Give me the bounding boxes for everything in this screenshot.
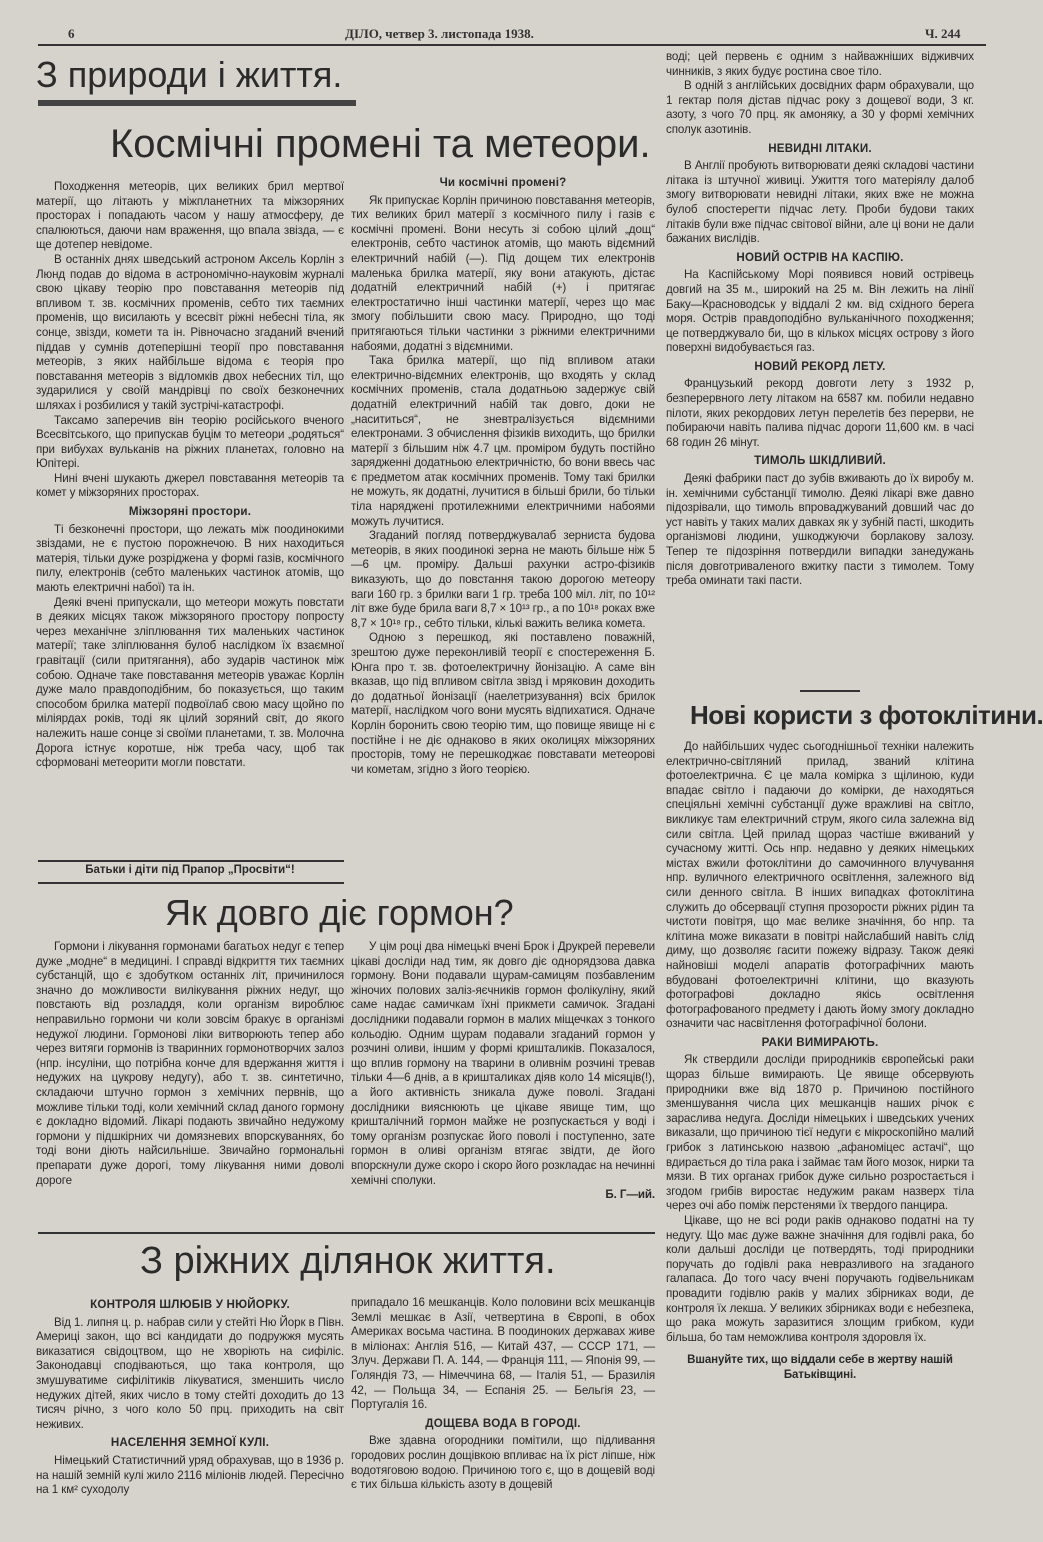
hormone-column-1 bbox=[36, 940, 344, 1230]
divider bbox=[38, 1232, 655, 1234]
slogan-prosvita: Батьки і діти під Прапор „Просвіти“! bbox=[85, 864, 295, 876]
paragraph: воді; цей первень є одним з найважніших відживчих чинників, з яких будує ростина свое тіло. bbox=[666, 50, 974, 78]
article-title-various: З ріжних ділянок життя. bbox=[140, 1240, 556, 1282]
paragraph: Ті безконечні простори, що лежать між поодинокими звіздами, не є пустою порожнечою. В них находиться матерія, тільки дуже розріджена у формі газів, космічного пилу, електронів (себто маленьких частинок атомів, що мають електричні набої) та ін. bbox=[36, 522, 344, 595]
paragraph: В Англії пробують витворювати деякі складові частини літака із штучної живиці. Ужиття того матеріялу далоб змогу витворювати невидні літаки, яких вже не можна булоб спостерегти підчас лету. Проби будови таких літаків були вже підчас світової війни, але ці вони не дали бажаних вислідів. bbox=[666, 159, 974, 246]
subheading: Міжзоряні простори. bbox=[128, 505, 252, 519]
paragraph: Нині вчені шукають джерел повставання метеорів та комет у міжзоряних просторах. bbox=[36, 471, 344, 500]
various-column-1 bbox=[36, 1294, 344, 1524]
subheading: КОНТРОЛЯ ШЛЮБІВ У НЮЙОРКУ. bbox=[90, 1298, 290, 1311]
subheading: НОВИЙ РЕКОРД ЛЕТУ. bbox=[754, 359, 886, 373]
paragraph: Згаданий погляд потверджувалаб зерниста будова метеорів, в яких поодинокі зерна не мають більше ніж 5—6 цм. проміру. Дальші рахунки астро-фізиків виказують, що до повстання такою дорогою метеору ваги 160 гр. з брилки ваги 1 гр. треба 100 міл. літ, по 10¹² літ вже буде брила ваги 8,7 × 10¹³ гр., а по 10¹⁸ роках вже 8,7 × 10¹⁸ гр., себто тільки, кількі важить велика комета. bbox=[351, 529, 655, 630]
subheading: НЕВИДНІ ЛІТАКИ. bbox=[768, 141, 872, 155]
article-title-photocell: Нові користи з фотоклітини. bbox=[690, 700, 1043, 730]
article-title-hormone: Як довго діє гормон? bbox=[165, 892, 514, 933]
subheading: НОВИЙ ОСТРІВ НА КАСПІЮ. bbox=[736, 250, 904, 264]
paragraph: Деякі вчені припускали, що метеори можуть повстати в деяких місцях також міжзоряного простору попросту через механічне зліплювання тих маленьких частинок матерії; таке зліплювання булоб наслідком їх взаємної гравітації (сили притягання), або зударів частинок між собою. Одначе таке повставання метеорів уважає Корлін дуже мало правдоподібним, бо показується, що таким способом брилка матерії подвоїлаб свою масу щойно по міліярдах років, тоді як цілий зоряний світ, до якого належить наше сонце зі своїми планетами, т. зв. Молочна Дорога істнує коротше, ніж треба часу, щоб так сформовані метеорити могли повстати. bbox=[36, 595, 344, 770]
divider bbox=[38, 882, 344, 884]
subheading: НАСЕЛЕННЯ ЗЕМНОЇ КУЛІ. bbox=[110, 1436, 270, 1450]
paragraph: припадало 16 мешканців. Коло половини всіх мешканців Землі мешкає в Азії, четвертина в Європі, в обох Америках восьма частина. В поодиноких державах живе в міліонах: Англія 516, — Китай 437, — СССР 171, — Злуч. Держави П. А. 144, — Франція 111, — Японія 99, — Голяндія 73, — Німеччина 68, — Італія 51, — Бразилія 42, — Польща 34, — Еспанія 25. — Бельгія 23, — Португалія 16. bbox=[351, 1296, 655, 1412]
paragraph: Гормони і лікування гормонами багатьох недуг є тепер дуже „модне“ в медицині. І справді відкриття тих таємних субстанцій, що є здобутком останніх літ, причинилося значно до можливости вилікування ріжних недуг, що повстають від розладдя, коли організм вироблює неправильно гормони чи коли зовсім бракує в організмі недужої людини. Гормонові ліки витворюють тепер або через витяги гормонів із тваринних гормонотворчих залоз (нпр. інсуліни, що потрібна конче для вдержання життя і недужих на цукрову недугу), або т. зв. синтетично, складаючи штучно гормон з хемічних первнів, що можливе тільки тоді, коли хемічний склад даного гормону є докладно відомий. Лікарі подають звичайно недужому гормони у підшкірних чи домязневих впорскуваннях, бо тоді вони діють найсильніше. Звичайно гормональні препарати дуже дорогі, тому лікування ними доволі дороге bbox=[36, 940, 344, 1187]
subheading: ДОЩЕВА ВОДА В ГОРОДІ. bbox=[425, 1416, 581, 1430]
cosmic-column-1 bbox=[36, 180, 344, 860]
subheading: РАКИ ВИМИРАЮТЬ. bbox=[761, 1035, 879, 1049]
section-title: З природи і життя. bbox=[36, 54, 343, 95]
issue-number: Ч. 244 bbox=[925, 26, 961, 41]
paragraph: Така брилка матерії, що під впливом атаки електрично-відємних електронів, що входять у склад космічних променів, стала додатньою задержує свій додатній електричний набій так довго, доки не „насититься“, не зневтралізується відємними електронами. З обчислення фізиків виходить, що брилки матерії з більшим ніж 4.7 цм. проміром будуть постійно зарядженні додатньою електричністю, бо вони ввесь час є предметом атак космічних променів. Тому такі брилки не можуть, як додатні, лучитися в більші брили, бо тільки тіла наряджені протилежними електричними набоями можуть лучитися. bbox=[351, 354, 655, 528]
right-column-top bbox=[666, 50, 974, 690]
header-rule bbox=[38, 44, 986, 46]
divider bbox=[38, 860, 344, 862]
paragraph: Від 1. липня ц. р. набрав сили у стейті Ню Йорк в Півн. Америці закон, що всі кандидати до подружжя мусять виказатися свідоцтвом, що не хворіють на сифіліс. Законодавці сподіваються, що така контроля, що змушуватиме сифілітиків лікуватися, зменшить число недужих дітей, яких число в тому стейті доходить до 13 тисяч річно, з чого коло 50 прц. приходить на світ неживих. bbox=[36, 1315, 344, 1431]
slogan-homeland: Вшануйте тих, що віддали себе в жертву нашій Батьківщині. bbox=[687, 1354, 953, 1381]
paragraph: Французький рекорд довготи лету з 1932 р, безперервного лету літаком на 6587 км. побили недавно пілоти, яких рекордових летун перелетів без перерви, не побираючи навіть палива підчас дороги 11,600 км. в часі 68 годин 26 мінут. bbox=[666, 377, 974, 449]
paragraph: У цім році два німецькі вчені Брок і Друкрей перевели цікаві досліди над тим, як довго діє однорядзова давка гормону. Вони подавали щурам-самицям позбавленим жіночих полових заліз-яєчників гормон фолікуліну, який саме надає самичкам їхні прикмети самичок. Згадані дослідники подавали гормон в малих міщечках з тонкого кольодію. Одним щурам подавали згаданий гормон у розчині оливи, іншим у формі кришталиків. Показалося, що вплив гормону на тварини в оливнім розчині тревав тільки 4—6 днів, а в кришталиках діяв коло 14 місяців(!), а його активність зникала дуже поволі. Згадані дослідники вияснюють це цікаве явище тим, що кришталічний гормон майже не розпускається у воді і тому організм розпускає його поволі і поступенно, зате гормон в оливі організм втягає звідти, де його впорскнули дуже скоро і скоро його розкладає на нечинні хемічні сполуки. bbox=[351, 940, 655, 1187]
paragraph: Німецький Статистичний уряд обрахував, що в 1936 р. на нашій земній кулі жило 2116 міліонів людей. Пересічно на 1 км² суходолу bbox=[36, 1453, 344, 1497]
page-number: 6 bbox=[68, 26, 75, 41]
section-title-rule bbox=[38, 100, 356, 106]
cosmic-column-2 bbox=[351, 172, 655, 884]
paragraph: Деякі фабрики паст до зубів вживають до їх виробу м. ін. хемічними субстанції тимолю. Деякі лікарі вже давно підозрівали, що тимоль впроваджуваний довший час до уст навіть у таких малих давках як у зубній пасті, шкодить організмові людини, ушкоджуючи борлакову залозу. Тепер те підозріння потвердили випадки занедужань після довготриваленого вжитку пасти з тимолем. Тому треба оминати такі пасти. bbox=[666, 472, 974, 588]
paragraph: Одною з перешкод, які поставлено поважній, зрештою дуже переконливій теорії є спостереження Б. Юнга про т. зв. фотоелектричну йонізацію. А саме він вказав, що під впливом світла звізд і мряковин доходить до додатньої йонізації (наелетризування) всіх брилок матерії, наслідком чого вони мусять відпихатися. Одначе Корлін боронить свою теорію тим, що повище явище ні є постійне і не діє однаково в яких околицях міжзоряних просторів, тому не перешкоджає повставати метеорові чи кометам, згідно з його теорією. bbox=[351, 631, 655, 776]
divider bbox=[800, 690, 860, 692]
article-title-cosmic: Космічні промені та метеори. bbox=[110, 122, 651, 166]
paragraph: Як ствердили досліди природників європейські раки щораз більше вимирають. Це явище обсервують природники вже від 1870 р. Причиною постійного зменшування числа цих мешканців наших річок є зараслива недуга. Досліди німецьких і шведських учених виказали, що причиною тієї недуги є мікроскопійно малий грибок з латинською назвою „афаноміцес астачі“, що вдирається до тіла рака і займає там його мозок, нирки та мязи. В тих органах грибок дуже сильно розростається і згодом грибів виростає недужим ракам назверх тіла через очі або поміж перстенями їх твердого панцира. bbox=[666, 1053, 974, 1213]
paragraph: Походження метеорів, цих великих брил мертвої матерії, що літають у міжпланетних та міжзоряних просторах і попадають часом у нашу атмосферу, де спалюються, даючи нам враження, що впала звізда, — є ще дотепер невідоме. bbox=[36, 180, 344, 252]
masthead: ДІЛО, четвер 3. листопада 1938. bbox=[345, 26, 534, 41]
paragraph: Таксамо заперечив він теорію російського вченого Всесвітського, що припускав буцім то метеори „родяться“ при вибухах вульканів на ріжних планетах, головно на Юпітері. bbox=[36, 413, 344, 471]
hormone-column-2 bbox=[351, 940, 655, 1230]
paragraph: В одній з англійських досвідних фарм обрахували, що 1 гектар поля дістав підчас року з дощевої води, 3 кг. азоту, з чого 70 прц. як амоняку, а 30 у формі хемічних сполук азотинів. bbox=[666, 79, 974, 136]
paragraph: В останніх днях шведський астроном Аксель Корлін з Люнд подав до відома в астрономічно-науковім журналі свою цікаву теорію про повставання метеорів під впливом т. зв. космічних променів, себто тих таємних променів, що висилають у всесвіт ріжні небесні тіла, як сонце, звізди, комети та ін. Рівночасно згаданий вчений піддав у сумнів дотеперішні теорії про повставання метеорів, з яких найбільше відома є теорія про повставання метеорів з відломків двох небесних тіл, що зударилися у своїй мандрівці по своїх безконечних шляхах і розбилися у такій зустрічі-катастрофі. bbox=[36, 252, 344, 412]
paragraph: Вже здавна огородники помітили, що підливання городових рослин дощівкою впливає на їх ріст ліпше, ніж водотяговою водою. Причиною того є, що в дощевій воді є тих більша кількість азоту в дощевій bbox=[351, 1434, 655, 1492]
various-column-2 bbox=[351, 1296, 655, 1524]
right-column-bottom bbox=[666, 740, 974, 1530]
paragraph: Як припускає Корлін причиною повставання метеорів, тих великих брил матерії з космічного пилу і газів є космічні промені. Вони несуть зі собою цілий „дощ“ електронів, себто частинок атомів, що мають відємний електричний набій (—). Під дощем тих електронів маленька брилка матерії, яку вони атакують, дістає додатній електричний набій (+) і притягає електростатично інші частинки матерії, через що має змогу побільшити свою масу. Природно, що тоді притягаються тільки частинки з ріжними електричними набоями, додатні з відємними. bbox=[351, 193, 655, 353]
paragraph: До найбільших чудес сьогоднішньої техніки належить електрично-світляний прилад, званий клітина фотоелектрична. Є це мала комірка з щілиною, куди впадає світло і падаючи до комірки, де находяться спеціяльні хемічні субстанції дуже вражливі на світло, викликує там електричний струм, якого сила залежна від сили світла. Цей прилад щораз частіше вживаний у сучасному житті. Ось нпр. недавно у деяких німецьких містах вжили фотоклітини до самочинного влучування нпр. вуличного електричного освітлення, залежного від сили денного світла. В інших випадках фотоклітина служить до обсервації ступня прозорости ріжних рідин та чистоти повітря, що має велике значіння, бо нпр. та клітина може виказати в повітрі найслабший навіть слід диму, що дозволяє гасити пожежу відразу. Також деякі найновіші моделі апаратів фотографічних мають вбудовані фотоелектричні клітини, що вказують фотографові докладно якісь освітлення фотографованого предмету і дають йому змогу докладно означити час насвітлення фотографічної болони. bbox=[666, 740, 974, 1031]
paragraph: На Каспійському Морі появився новий острівець довгий на 35 м., широкий на 25 м. Він лежить на лінії Баку—Красноводськ у віддалі 2 км. від східного берега моря. Острів правдоподібно вульканічного походження; це потверджувало би, що в кількох місцях острову з його поверхні видобувається газ. bbox=[666, 268, 974, 355]
subheading: Чи космічні промені? bbox=[439, 176, 567, 189]
paragraph: Цікаве, що не всі роди раків однаково податні на ту недугу. Що має дуже важне значіння для годівлі рака, бо коли дальші досліди це потвердять, тоді природники поручать до годівлі рака невразливого на згаданого галапаса. До того часу вчені поручають годівельникам провадити годівлю раків у малих збірниках води, де контроля їх лекша. У великих збірниках води є небезпека, що рака можуть заразитися злощим грибком, куди більша, бо там неможлива контроля здоровля їх. bbox=[666, 1214, 974, 1344]
signature: Б. Г—ий. bbox=[605, 1188, 655, 1202]
subheading: ТИМОЛЬ ШКІДЛИВИЙ. bbox=[754, 454, 886, 468]
